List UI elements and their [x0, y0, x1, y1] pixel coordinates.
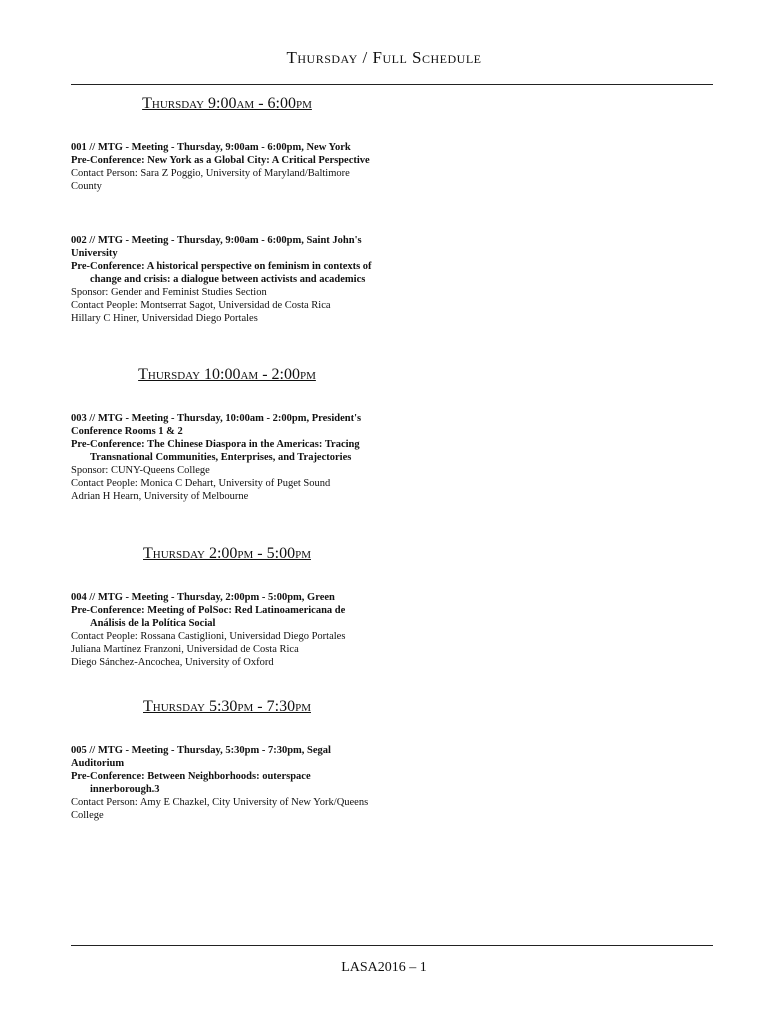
session-id-line: 004 // MTG - Meeting - Thursday, 2:00pm - 5:00pm, Green — [71, 592, 335, 603]
session-sponsor: Sponsor: Gender and Feminist Studies Section — [71, 287, 267, 298]
session-title: Pre-Conference: A historical perspective on feminism in contexts of change and crisis: a dialogue between activists and academics — [71, 261, 372, 285]
section-heading: Thursday 9:00am - 6:00pm — [142, 95, 312, 112]
session-sponsor: Sponsor: CUNY-Queens College — [71, 465, 210, 476]
session-004 — [71, 591, 381, 669]
page-number: LASA2016 – 1 — [341, 960, 427, 975]
section-heading: Thursday 5:30pm - 7:30pm — [143, 698, 311, 715]
session-contact: Hillary C Hiner, Universidad Diego Portales — [71, 313, 258, 324]
session-002 — [71, 234, 381, 325]
session-id-line: 005 // MTG - Meeting - Thursday, 5:30pm - 7:30pm, Segal Auditorium — [71, 745, 331, 769]
session-contact: Juliana Martínez Franzoni, Universidad de Costa Rica — [71, 644, 299, 655]
session-id-line: 001 // MTG - Meeting - Thursday, 9:00am - 6:00pm, New York — [71, 142, 351, 153]
session-title: Pre-Conference: Meeting of PolSoc: Red Latinoamericana de Análisis de la Política Social — [71, 605, 346, 629]
session-title: Pre-Conference: Between Neighborhoods: outerspace innerborough.3 — [71, 771, 311, 795]
header-rule — [71, 84, 713, 85]
session-contact: Contact Person: Sara Z Poggio, University of Maryland/Baltimore County — [71, 168, 350, 192]
page-title: Thursday / Full Schedule — [286, 48, 482, 67]
session-id-line: 003 // MTG - Meeting - Thursday, 10:00am - 2:00pm, President's Conference Rooms 1 & 2 — [71, 413, 362, 437]
session-contact: Diego Sánchez-Ancochea, University of Oxford — [71, 657, 274, 668]
session-contact: Contact People: Montserrat Sagot, Universidad de Costa Rica — [71, 300, 331, 311]
session-contact: Contact People: Rossana Castiglioni, Universidad Diego Portales — [71, 631, 346, 642]
section-heading: Thursday 2:00pm - 5:00pm — [143, 545, 311, 562]
session-contact: Contact People: Monica C Dehart, University of Puget Sound — [71, 478, 331, 489]
section-heading: Thursday 10:00am - 2:00pm — [138, 366, 316, 383]
session-contact: Adrian H Hearn, University of Melbourne — [71, 491, 249, 502]
session-001 — [71, 141, 381, 193]
session-title: Pre-Conference: New York as a Global City: A Critical Perspective — [71, 155, 370, 166]
session-id-line: 002 // MTG - Meeting - Thursday, 9:00am - 6:00pm, Saint John's University — [71, 235, 362, 259]
footer-rule — [71, 945, 713, 946]
session-003 — [71, 412, 381, 503]
session-contact: Contact Person: Amy E Chazkel, City University of New York/Queens College — [71, 797, 369, 821]
session-005 — [71, 744, 381, 822]
session-title: Pre-Conference: The Chinese Diaspora in the Americas: Tracing Transnational Communities, Enterprises, and Trajectories — [71, 439, 360, 463]
